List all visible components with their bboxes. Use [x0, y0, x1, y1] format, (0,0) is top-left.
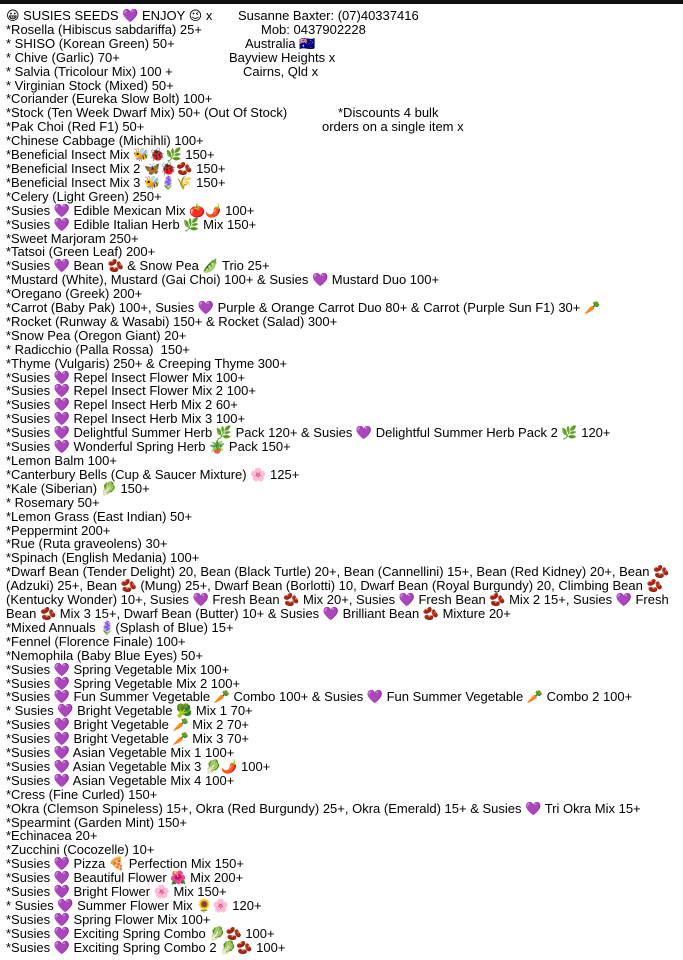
list-item: *Spearmint (Garden Mint) 150+: [6, 814, 188, 830]
list-item: *Spinach (English Medania) 100+: [6, 550, 200, 566]
list-item: *Rosella (Hibiscus sabdariffa) 25+: [6, 21, 202, 37]
list-item: *Susies 💜 Bright Flower 🌸 Mix 150+: [6, 884, 227, 900]
list-item: *Susies 💜 Fun Summer Vegetable 🥕 Combo 100+ & Susies 💜 Fun Summer Vegetable 🥕 Combo 2 100+: [6, 689, 633, 705]
list-item: *Lemon Balm 100+: [6, 453, 117, 468]
list-item: *Susies 💜 Repel Insect Herb Mix 3 100+: [6, 411, 246, 427]
list-item: *Carrot (Baby Pak) 100+, Susies 💜 Purple & Orange Carrot Duo 80+ & Carrot (Purple Sun F1) 30+ 🥕: [6, 300, 601, 316]
list-item: *Susies 💜 Wonderful Spring Herb 🪴 Pack 150+: [6, 439, 291, 455]
list-item: *Susies 💜 Edible Mexican Mix 🍅🌶️ 100+: [6, 202, 255, 218]
list-item: *Beneficial Insect Mix 2 🦋🐞🫘 150+: [6, 160, 226, 176]
list-item: * Susies 💜 Bright Vegetable 🥦 Mix 1 70+: [6, 703, 253, 719]
list-item: *Snow Pea (Oregon Giant) 20+: [6, 327, 187, 343]
list-item: *Susies 💜 Asian Vegetable Mix 3 🥬🌶️ 100+: [6, 758, 271, 774]
list-item: *Susies 💜 Bright Vegetable 🥕 Mix 2 70+: [6, 717, 250, 733]
list-item: *Susies 💜 Pizza 🍕 Perfection Mix 150+: [6, 856, 244, 872]
list-item: *Okra (Clemson Spineless) 15+, Okra (Red Burgundy) 25+, Okra (Emerald) 15+ & Susies 💜 Tri Okra Mix 15+: [6, 800, 641, 816]
list-item: *Celery (Light Green) 250+: [6, 188, 162, 204]
discount-note-line2: orders on a single item x: [322, 119, 464, 134]
list-item: *Lemon Grass (East Indian) 50+: [6, 508, 193, 524]
list-item: *Chinese Cabbage (Michihli) 100+: [6, 133, 204, 149]
contact-mobile: Mob: 0437902228: [261, 22, 366, 37]
list-item: *Fennel (Florence Finale) 100+: [6, 633, 186, 649]
list-item: *Mixed Annuals 🪻(Splash of Blue) 15+: [6, 619, 234, 635]
list-item: *Susies 💜 Bean 🫘 & Snow Pea 🫛 Trio 25+: [6, 258, 270, 274]
list-item: *Susies 💜 Beautiful Flower 🌺 Mix 200+: [6, 870, 244, 886]
contact-name-phone: Susanne Baxter: (07)40337416: [238, 8, 419, 23]
discount-note-line1: *Discounts 4 bulk: [338, 105, 439, 120]
list-item: *Susies 💜 Edible Italian Herb 🌿 Mix 150+: [6, 216, 257, 232]
list-item: *Echinacea 20+: [6, 828, 98, 844]
contact-suburb: Bayview Heights x: [229, 50, 336, 65]
header-title: 😀 SUSIES SEEDS 💜 ENJOY 😉 x: [6, 8, 213, 23]
list-item: *Oregano (Greek) 200+: [6, 286, 143, 302]
list-item: *Pak Choi (Red F1) 50+: [6, 119, 145, 135]
list-item: *Beneficial Insect Mix 🐝🐞🌿 150+: [6, 147, 215, 163]
list-item: *Dwarf Bean (Tender Delight) 20, Bean (Black Turtle) 20+, Bean (Cannellini) 15+, Bean (Red Kidney) 20+, Bean 🫘 (Adzuki) 25+, Bean 🫘 (Mung) 25+, Dwarf Bean (Borlotti) 10, Dwarf Bean (Royal Burgundy) 20, Climbing Bean 🫘 (Kentucky Wonder) 10+, Susies 💜 Fresh Bean 🫘 Mix 20+, Susies 💜 Fresh Bean 🫘 Mix 2 15+, Susies 💜 Fresh Bean 🫘 Mix 3 15+, Dwarf Bean (Butter) 10+ & Susies 💜 Brilliant Bean 🫘 Mixture 20+: [6, 564, 673, 621]
list-item: *Sweet Marjoram 250+: [6, 230, 139, 246]
list-item: *Susies 💜 Repel Insect Flower Mix 2 100+: [6, 383, 256, 399]
list-item: *Susies 💜 Spring Vegetable Mix 100+: [6, 661, 230, 677]
list-item: *Nemophila (Baby Blue Eyes) 50+: [6, 647, 203, 663]
contact-country: Australia 🇦🇺: [245, 36, 316, 51]
contact-city: Cairns, Qld x: [243, 64, 319, 79]
list-item: *Mustard (White), Mustard (Gai Choi) 100+ & Susies 💜 Mustard Duo 100+: [6, 272, 440, 288]
list-item: *Rue (Ruta graveolens) 30+: [6, 536, 168, 552]
list-item: * Virginian Stock (Mixed) 50+: [6, 77, 174, 93]
list-item: *Susies 💜 Exciting Spring Combo 2 🥬🫘 100+: [6, 939, 286, 955]
list-item: * Salvia (Tricolour Mix) 100 +: [6, 63, 173, 79]
list-item: *Susies 💜 Asian Vegetable Mix 1 100+: [6, 745, 235, 761]
list-item: *Zucchini (Cocozelle) 10+: [6, 842, 155, 858]
list-item: *Stock (Ten Week Dwarf Mix) 50+ (Out Of Stock): [6, 105, 288, 121]
list-item: *Beneficial Insect Mix 3 🐝🪻🌾 150+: [6, 174, 226, 190]
list-item: *Susies 💜 Bright Vegetable 🥕 Mix 3 70+: [6, 731, 250, 747]
list-item: *Rocket (Runway & Wasabi) 150+ & Rocket (Salad) 300+: [6, 313, 338, 329]
list-item: *Peppermint 200+: [6, 522, 111, 538]
list-item: *Susies 💜 Spring Vegetable Mix 2 100+: [6, 675, 241, 691]
list-item: * Susies 💜 Summer Flower Mix 🌻🌸 120+: [6, 898, 262, 913]
list-item: * SHISO (Korean Green) 50+: [6, 35, 175, 51]
seed-list: [6, 9, 678, 955]
list-item: * Radicchio (Palla Rossa) 150+: [6, 341, 190, 357]
list-item: *Susies 💜 Exciting Spring Combo 🥬🫘 100+: [6, 925, 275, 941]
list-item: * Rosemary 50+: [6, 494, 100, 510]
list-item: *Cress (Fine Curled) 150+: [6, 786, 158, 802]
list-item: * Chive (Garlic) 70+: [6, 49, 120, 65]
list-item: *Tatsoi (Green Leaf) 200+: [6, 244, 156, 260]
list-item: *Susies 💜 Repel Insect Herb Mix 2 60+: [6, 397, 238, 413]
list-item: *Coriander (Eureka Slow Bolt) 100+: [6, 91, 213, 107]
list-item: *Susies 💜 Repel Insect Flower Mix 100+: [6, 369, 246, 385]
top-border: [0, 0, 683, 4]
list-item: *Susies 💜 Delightful Summer Herb 🌿 Pack 120+ & Susies 💜 Delightful Summer Herb Pack 2 🌿 120+: [6, 425, 611, 441]
list-item: *Canterbury Bells (Cup & Saucer Mixture) 🌸 125+: [6, 466, 300, 482]
list-item: *Kale (Siberian) 🥬 150+: [6, 480, 150, 496]
list-item: *Susies 💜 Asian Vegetable Mix 4 100+: [6, 772, 235, 788]
list-item: *Susies 💜 Spring Flower Mix 100+: [6, 911, 211, 927]
list-item: *Thyme (Vulgaris) 250+ & Creeping Thyme 300+: [6, 355, 288, 371]
